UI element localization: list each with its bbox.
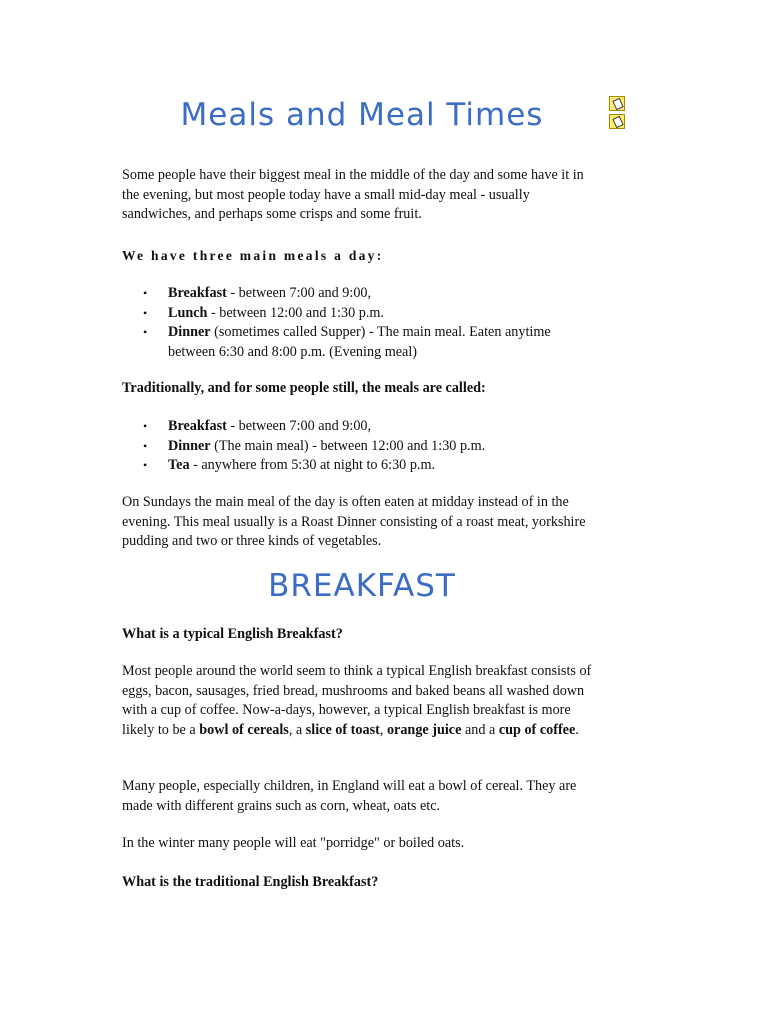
edit-note-icon[interactable] <box>609 114 625 129</box>
intro-paragraph: Some people have their biggest meal in the middle of the day and some have it in the evening, but most people today have a small mid-day meal - usually sandwiches, and perhaps some crisps and some fruit. <box>122 167 584 223</box>
winter-paragraph: In the winter many people will eat "porridge" or boiled oats. <box>122 835 465 851</box>
traditional-meals-list <box>122 417 592 476</box>
answer-text: Most people around the world seem to think a typical English breakfast consists of eggs, bacon, sausages, fried bread, mushrooms and baked beans all washed down with a cup of coffee. Now-a-days, however, a typical English breakfast is more likely to be a <box>122 663 592 738</box>
list-item <box>122 417 592 437</box>
answer-text: , a <box>288 721 306 738</box>
meal-desc: - between 7:00 and 9:00, <box>226 285 372 301</box>
highlight-coffee: cup of coffee <box>498 721 576 738</box>
list-item <box>122 437 592 457</box>
bullet: • <box>143 438 148 453</box>
highlight-juice: orange juice <box>386 721 462 738</box>
meal-name: Dinner <box>168 437 211 454</box>
sunday-paragraph: On Sundays the main meal of the day is often eaten at midday instead of in the evening. This meal usually is a Roast Dinner consisting of a roast meat, yorkshire pudding and two or three kinds of vegetables. <box>122 494 586 550</box>
three-meals-heading: We have three main meals a day: <box>122 248 384 263</box>
page-title: Meals and Meal Times <box>180 97 544 133</box>
typical-answer-paragraph <box>122 662 602 740</box>
list-item <box>122 304 592 324</box>
list-item <box>122 323 592 362</box>
traditional-question: What is the traditional English Breakfast? <box>122 874 379 890</box>
breakfast-title: BREAKFAST <box>268 568 456 604</box>
list-item <box>122 456 592 476</box>
answer-text: and a <box>461 721 499 738</box>
cereal-paragraph: Many people, especially children, in England will eat a bowl of cereal. They are made with different grains such as corn, wheat, oats etc. <box>122 778 577 814</box>
traditional-heading: Traditionally, and for some people still, the meals are called: <box>122 380 486 396</box>
meal-desc: (sometimes called Supper) - The main meal. Eaten anytime between 6:30 and 8:00 p.m. (Evening meal) <box>168 324 551 360</box>
meal-name: Lunch <box>168 304 208 321</box>
bullet: • <box>143 305 148 320</box>
typical-question: What is a typical English Breakfast? <box>122 626 343 642</box>
bullet: • <box>143 419 148 433</box>
bullet: • <box>143 325 148 340</box>
highlight-cereals: bowl of cereals <box>199 721 289 738</box>
side-icons <box>609 96 629 132</box>
meal-desc: - between 12:00 and 1:30 p.m. <box>207 304 384 321</box>
meal-name: Breakfast <box>168 418 227 434</box>
answer-text: , <box>379 721 387 738</box>
meal-desc: (The main meal) - between 12:00 and 1:30 p.m. <box>210 437 486 454</box>
highlight-toast: slice of toast <box>305 721 380 738</box>
meal-desc: - between 7:00 and 9:00, <box>226 418 372 434</box>
meal-desc: - anywhere from 5:30 at night to 6:30 p.m. <box>189 457 436 474</box>
bullet: • <box>143 458 148 473</box>
edit-note-icon[interactable] <box>609 96 625 111</box>
list-item <box>122 284 592 304</box>
main-meals-list <box>122 284 592 362</box>
meal-name: Breakfast <box>168 285 227 301</box>
bullet: • <box>143 286 148 300</box>
meal-name: Dinner <box>168 324 211 341</box>
answer-text: . <box>575 721 579 738</box>
meal-name: Tea <box>168 457 190 474</box>
